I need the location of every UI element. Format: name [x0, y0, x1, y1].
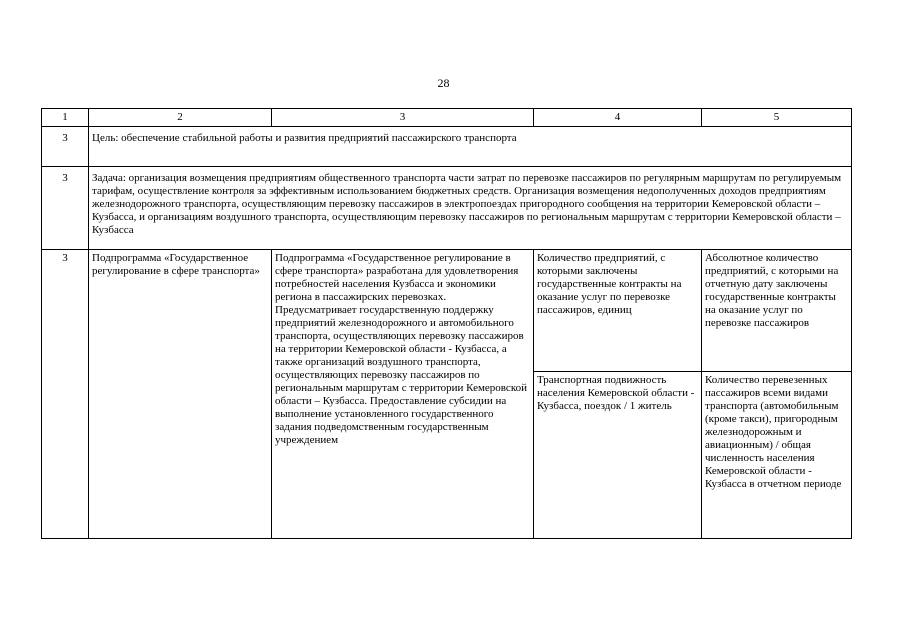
program-row-number: 3: [42, 250, 89, 539]
indicator-name-1: Количество предприятий, с которыми заключены государственные контракты на оказание услуг по перевозке пассажиров, единиц: [534, 250, 702, 372]
program-name: Подпрограмма «Государственное регулирование в сфере транспорта»: [89, 250, 272, 539]
program-table: [41, 108, 852, 539]
indicator-method-2: Количество перевезенных пассажиров всеми видами транспорта (автомобильным (кроме такси), пригородным железнодорожным и авиационным) / общая численность населения Кемеровской области - Кузбасса в отчетном периоде: [702, 372, 852, 539]
program-description: Подпрограмма «Государственное регулирование в сфере транспорта» разработана для удовлетворения потребностей населения Кузбасса и экономики региона в пассажирских перевозках. Предусматривает государственную поддержку предприятий железнодорожного и автомобильного транспорта, осуществляющих перевозку пассажиров на территории Кемеровской области - Кузбасса, а также организаций воздушного транспорта, осуществляющих перевозку пассажиров по региональным маршрутам с территории Кемеровской области – Кузбасса. Предоставление субсидии на выполнение установленного государственного задания подведомственным государственным учреждением: [272, 250, 534, 539]
goal-text: Цель: обеспечение стабильной работы и развития предприятий пассажирского транспорта: [89, 127, 852, 167]
program-row: [42, 250, 852, 372]
indicator-method-1: Абсолютное количество предприятий, с которыми на отчетную дату заключены государственные контракты на оказание услуг по перевозке пассажиров: [702, 250, 852, 372]
goal-row-number: 3: [42, 127, 89, 167]
goal-row: [42, 127, 852, 167]
task-row: [42, 167, 852, 250]
header-cell-3: 3: [272, 109, 534, 127]
header-cell-2: 2: [89, 109, 272, 127]
header-row: [42, 109, 852, 127]
header-cell-1: 1: [42, 109, 89, 127]
page-number: 28: [437, 76, 450, 90]
task-row-number: 3: [42, 167, 89, 250]
indicator-name-2: Транспортная подвижность населения Кемеровской области - Кузбасса, поездок / 1 житель: [534, 372, 702, 539]
task-text: Задача: организация возмещения предприятиям общественного транспорта части затрат по перевозке пассажиров по регулярным маршрутам по регулируемым тарифам, осуществление контроля за эффективным использованием бюджетных средств. Организация возмещения недополученных доходов предприятиям железнодорожного транспорта, осуществляющим перевозку пассажиров в электропоездах пригородного сообщения на территории Кемеровской области – Кузбасса, и организациям воздушного транспорта, осуществляющим перевозку пассажиров по региональным маршрутам с территории Кемеровской области – Кузбасса: [89, 167, 852, 250]
header-cell-4: 4: [534, 109, 702, 127]
header-cell-5: 5: [702, 109, 852, 127]
